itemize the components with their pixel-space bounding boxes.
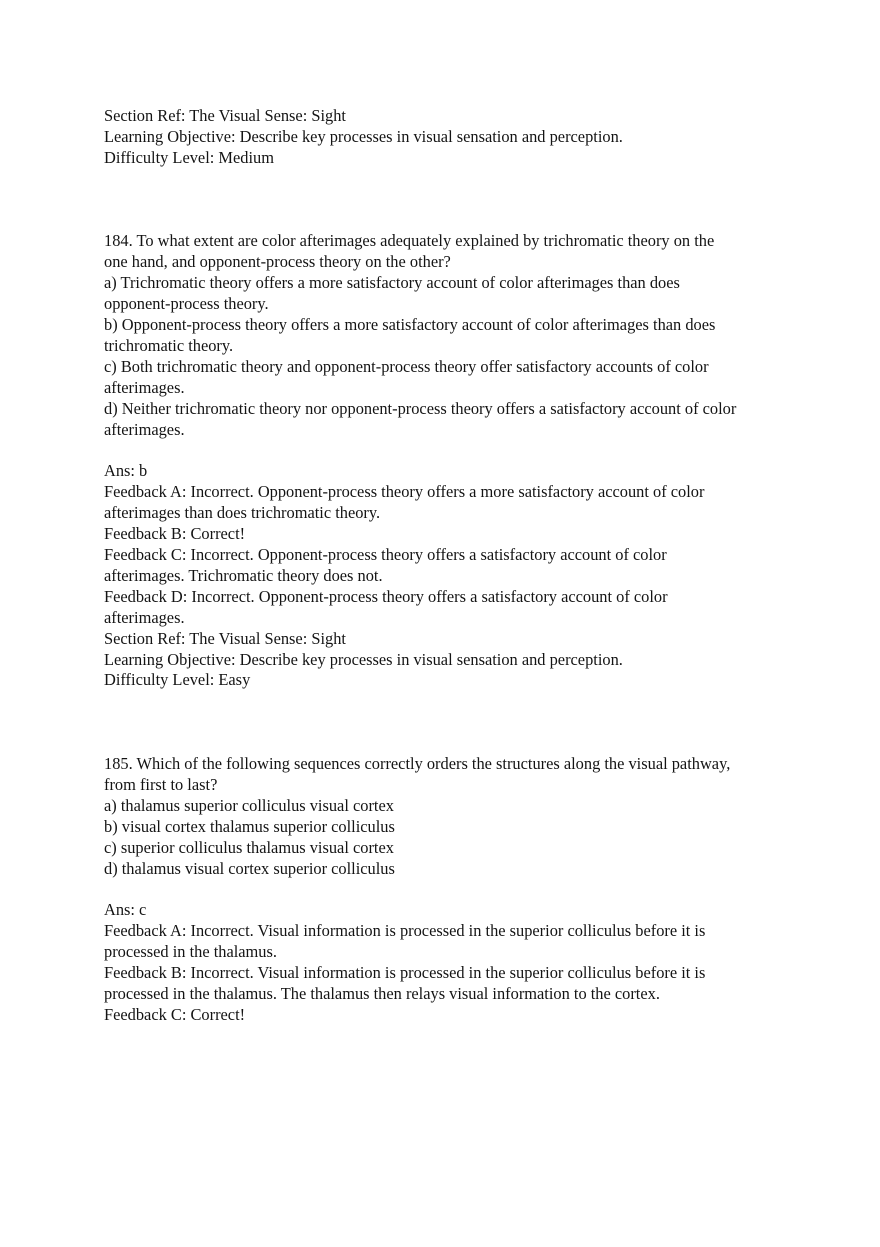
option-b [104,315,784,357]
section-ref: Section Ref: The Visual Sense: Sight [104,106,346,125]
feedback-line: processed in the thalamus. The thalamus then relays visual information to the cortex. [104,983,660,1003]
option-d: d) thalamus visual cortex superior colliculus [104,858,395,878]
feedback-line: Feedback C: Correct! [104,1004,246,1024]
spacer [104,169,784,232]
feedback-line: Feedback C: Incorrect. Opponent-process theory offers a satisfactory account of color [104,544,667,564]
option-a: a) thalamus superior colliculus visual cortex [104,795,394,815]
spacer [104,440,784,461]
difficulty-level: Difficulty Level: Easy [104,670,251,690]
question-stem-line: from first to last? [104,774,218,794]
feedback-line: Feedback B: Incorrect. Visual information is processed in the superior colliculus before it is [104,963,706,983]
option-c [104,357,784,399]
answer: Ans: c [104,900,147,920]
feedback-c [104,545,784,587]
option-line: a) Trichromatic theory offers a more satisfactory account of color afterimages than does [104,273,680,293]
question-185 [104,754,784,1026]
option-line: afterimages. [104,377,185,397]
feedback-line: Feedback A: Incorrect. Opponent-process theory offers a more satisfactory account of color [104,482,705,502]
feedback-d [104,587,784,629]
section-ref: Section Ref: The Visual Sense: Sight [104,628,346,648]
question-stem-line: 185. Which of the following sequences correctly orders the structures along the visual pathway, [104,754,731,774]
question-stem [104,231,784,273]
spacer [104,691,784,754]
option-d [104,399,784,441]
question-184 [104,231,784,691]
feedback-line: Feedback B: Correct! [104,524,246,544]
feedback-b [104,963,784,1005]
option-b: b) visual cortex thalamus superior colliculus [104,816,395,836]
feedback-line: Feedback D: Incorrect. Opponent-process theory offers a satisfactory account of color [104,586,668,606]
feedback-line: processed in the thalamus. [104,942,277,962]
question-stem-line: one hand, and opponent-process theory on the other? [104,252,451,272]
question-stem-line: 184. To what extent are color afterimages adequately explained by trichromatic theory on the [104,231,715,251]
feedback-c [104,1005,784,1026]
difficulty-level: Difficulty Level: Medium [104,147,274,167]
option-line: afterimages. [104,419,185,439]
feedback-line: afterimages. Trichromatic theory does not. [104,565,383,585]
option-line: d) Neither trichromatic theory nor opponent-process theory offers a satisfactory account of color [104,398,737,418]
learning-objective: Learning Objective: Describe key processes in visual sensation and perception. [104,126,623,146]
option-a [104,273,784,315]
option-c: c) superior colliculus thalamus visual cortex [104,837,394,857]
previous-item-metadata [104,106,784,169]
learning-objective: Learning Objective: Describe key processes in visual sensation and perception. [104,649,623,669]
option-line: trichromatic theory. [104,335,234,355]
question-stem [104,754,784,796]
answer: Ans: b [104,461,148,481]
feedback-line: afterimages than does trichromatic theory. [104,503,381,523]
feedback-line: Feedback A: Incorrect. Visual information is processed in the superior colliculus before it is [104,921,706,941]
feedback-line: afterimages. [104,607,185,627]
option-line: c) Both trichromatic theory and opponent-process theory offer satisfactory accounts of color [104,356,709,376]
feedback-b [104,524,784,545]
document-text [104,106,784,1026]
feedback-a [104,482,784,524]
option-line: b) Opponent-process theory offers a more satisfactory account of color afterimages than does [104,315,716,335]
spacer [104,879,784,900]
option-line: opponent-process theory. [104,294,269,314]
feedback-a [104,921,784,963]
